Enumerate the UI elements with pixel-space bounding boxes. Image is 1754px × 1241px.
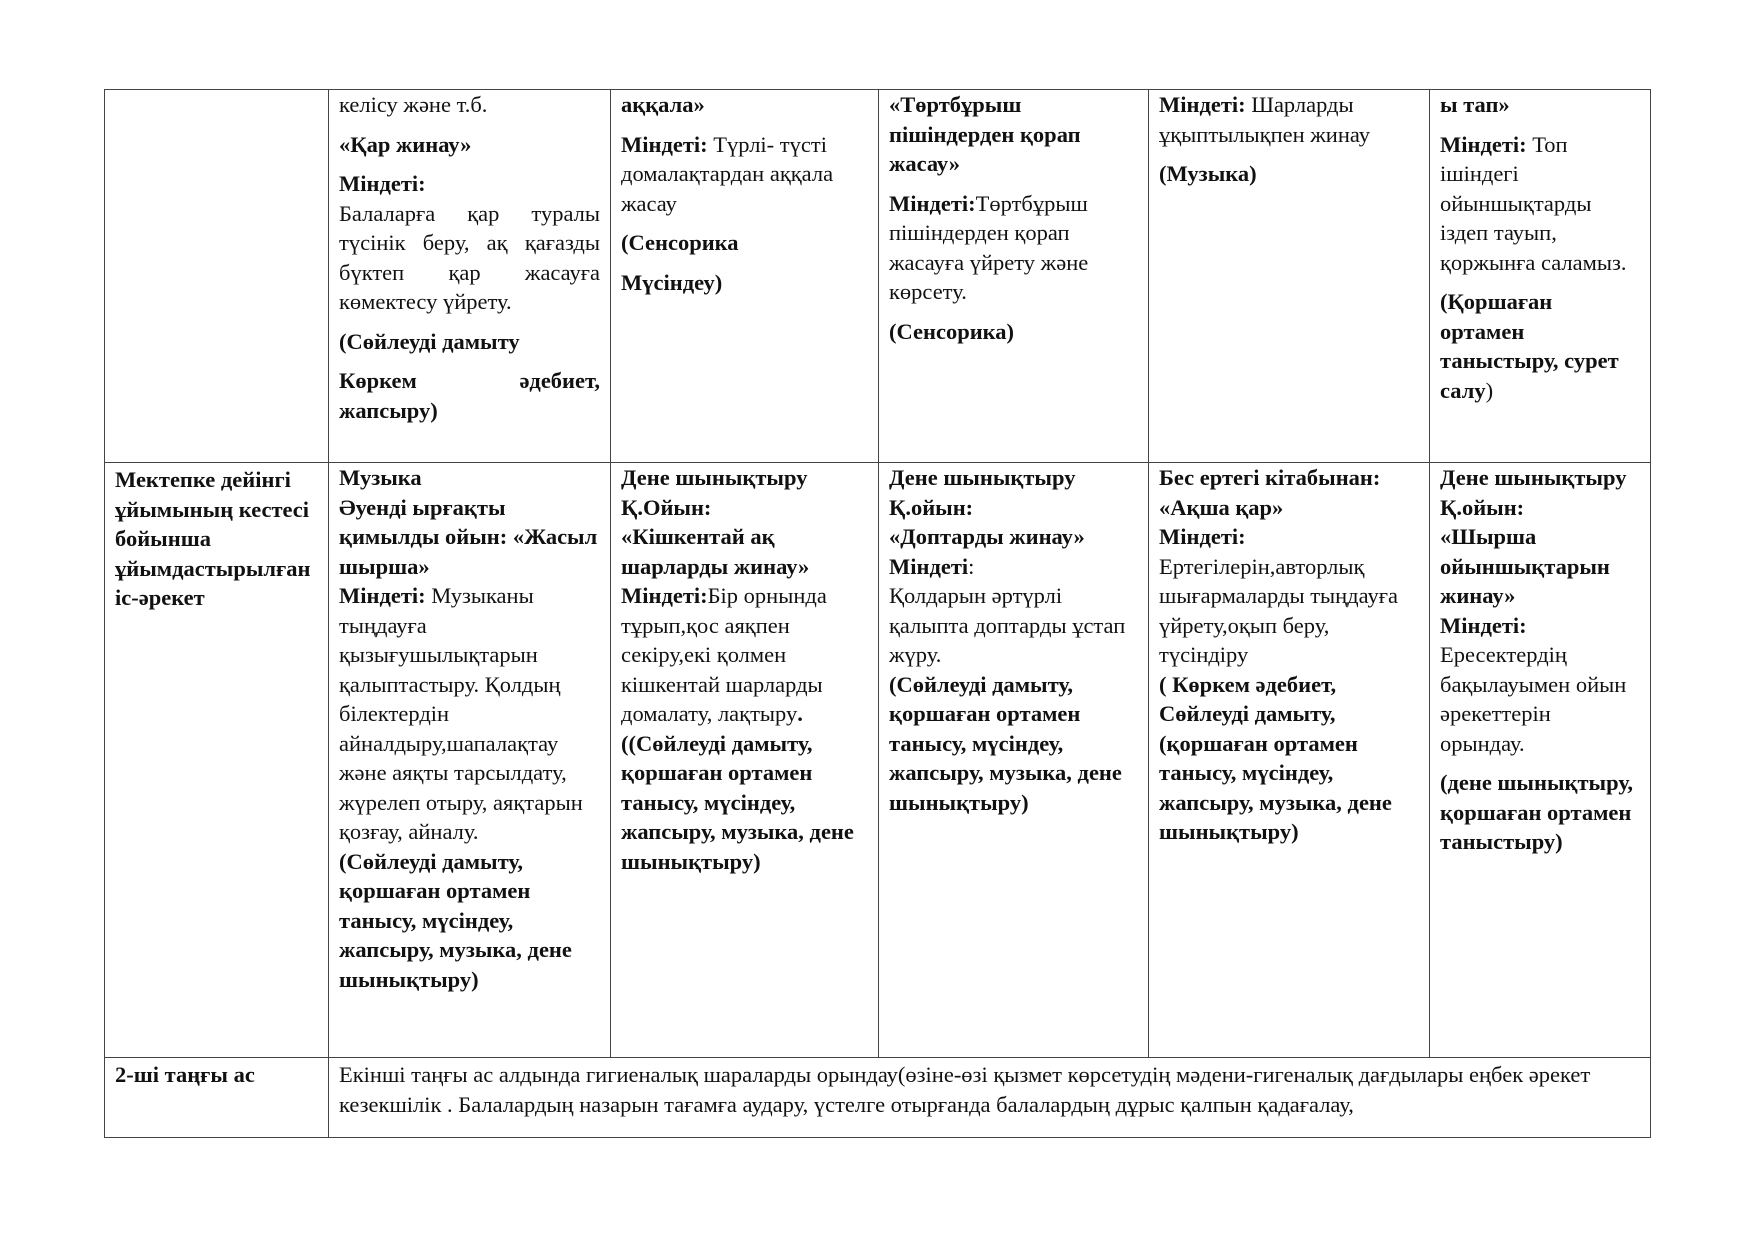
activity-cell [1149, 90, 1430, 463]
cell-text: (Сөйлеуді дамыту, қоршаған ортамен танысу, мүсіндеу, жапсыру, музыка, дене шынықтыру) [339, 848, 572, 992]
cell-text: Бес ертегі кітабынан: [1159, 465, 1381, 490]
activity-cell [611, 90, 879, 463]
cell-text: «Шырша ойыншықтарын жинау» [1440, 524, 1610, 608]
cell-text: ы тап» [1440, 92, 1510, 117]
row-label-second-breakfast [105, 1058, 329, 1138]
cell-text: Дене шынықтыру [621, 465, 808, 490]
cell-text: (Сөйлеуді дамыту [339, 328, 520, 354]
cell-text: Қолдарын әртүрлі қалыпта доптарды ұстап жүру. [889, 583, 1126, 667]
cell-text: (Сөйлеуді дамыту, қоршаған ортамен танысу, мүсіндеу, жапсыру, музыка, дене шынықтыру) [889, 671, 1122, 815]
cell-text: Міндеті: [339, 583, 426, 608]
cell-text: Міндеті: [889, 190, 976, 216]
cell-text: ( Көркем әдебиет, Сөйлеуді дамыту, (қоршаған ортамен танысу, мүсіндеу, жапсыру, музыка, дене шынықтыру) [1159, 671, 1392, 844]
schedule-table-body [105, 90, 1651, 1138]
cell-text: Мүсіндеу) [621, 269, 723, 295]
cell-paragraph [339, 366, 600, 425]
activity-cell [879, 90, 1149, 463]
cell-text: «Доптарды жинау» [889, 524, 1085, 549]
cell-text: Қ.ойын: [1440, 494, 1525, 520]
cell-text: Міндеті [889, 553, 969, 579]
cell-text: Музыка [339, 465, 422, 490]
activity-cell [879, 463, 1149, 1058]
cell-text: Міндеті: [1159, 92, 1246, 117]
cell-text: аққала» [621, 92, 705, 117]
cell-text: (Сенсорика [621, 230, 739, 255]
cell-paragraph [339, 169, 600, 317]
cell-paragraph [339, 130, 600, 160]
cell-text: Міндеті: [621, 583, 708, 608]
cell-paragraph [889, 189, 1138, 307]
cell-text: «Ақша қар» [1159, 494, 1284, 520]
cell-paragraph [621, 463, 868, 876]
cell-paragraph [889, 90, 1138, 179]
cell-text: ((Сөйлеуді дамыту, қоршаған ортамен танысу, мүсіндеу, жапсыру, музыка, дене шынықтыру) [621, 730, 854, 874]
activity-cell [329, 90, 611, 463]
cell-text: Түрлі- түсті домалақтардан аққала жасау [621, 131, 834, 216]
row-label-cell [105, 90, 329, 463]
table-row [105, 463, 1651, 1058]
cell-text: Қ.Ойын: [621, 494, 712, 520]
cell-text: «Кішкентай ақ шарларды жинау» [621, 524, 810, 579]
cell-text: Міндеті: [1159, 524, 1246, 549]
cell-text: Көркем әдебиет, жапсыру) [339, 368, 600, 423]
activity-cell [611, 463, 879, 1058]
cell-text: Міндеті: [621, 131, 708, 157]
cell-paragraph [1159, 463, 1419, 847]
cell-paragraph [1440, 287, 1640, 405]
second-breakfast-line-2: еңбек әрекет кезекшілік . Балалардың назарын тағамға аудару, үстелге отырғанда балалардың дұрыс қалпын қадағалау, [339, 1062, 1591, 1117]
cell-paragraph [1440, 463, 1640, 758]
cell-paragraph [889, 463, 1138, 817]
activity-cell [1149, 463, 1430, 1058]
row-label-cell [105, 463, 329, 1058]
second-breakfast-description [329, 1058, 1651, 1138]
cell-paragraph [339, 90, 600, 120]
cell-text: Ересектердің бақылауымен ойын әрекеттерін орындау. [1440, 642, 1627, 756]
cell-text: Ертегілерін,авторлық шығармаларды тыңдауға үйрету,оқып беру, түсіндіру [1159, 553, 1398, 667]
cell-paragraph [339, 327, 600, 357]
cell-text: Бір орнында тұрып,қос аяқпен секіру,екі қолмен кішкентай шарларды домалату, лақтыру [621, 583, 827, 726]
cell-text: Балаларға қар туралы түсінік беру, ақ қағазды бүктеп қар жасауға көмектесу үйрету. [339, 200, 600, 314]
cell-paragraph [621, 268, 868, 298]
cell-paragraph [1440, 130, 1640, 278]
cell-text: (Сенсорика) [889, 318, 1015, 344]
cell-text: : [968, 553, 975, 579]
cell-text: «Төртбұрыш пішіндерден қорап жасау» [889, 92, 1081, 176]
cell-paragraph [1159, 90, 1419, 149]
cell-text: Төртбұрыш пішіндерден қорап жасауға үйрету және көрсету. [889, 190, 1089, 304]
cell-text: Міндеті: [339, 171, 426, 196]
cell-paragraph [1440, 90, 1640, 120]
row-label: Мектепке дейінгі ұйымының кестесі бойынша ұйымдастырылған іс-әрекет [115, 467, 311, 610]
cell-text: . [797, 701, 803, 726]
cell-paragraph [621, 90, 868, 120]
cell-text: ) [1485, 377, 1494, 403]
cell-text: Дене шынықтыру [1440, 465, 1627, 490]
cell-paragraph [339, 463, 600, 994]
cell-text: Міндеті: [1440, 612, 1527, 638]
activity-cell [1430, 90, 1651, 463]
cell-text: (Қоршаған ортамен таныстыру, сурет салу [1440, 289, 1619, 403]
table-row-second-breakfast [105, 1058, 1651, 1138]
second-breakfast-line-1: Екінші таңғы ас алдында гигиеналық шараларды орындау(өзіне-өзі қызмет көрсетудің мәдени-гигеналық дағдылары [339, 1062, 1464, 1087]
cell-text: Әуенді ырғақты қимылды ойын: «Жасыл шырша» [339, 494, 598, 579]
cell-text: Топ ішіндегі ойыншықтарды іздеп тауып, қоржынға саламыз. [1440, 131, 1627, 275]
cell-text: Шарларды ұқыптылықпен жинау [1159, 92, 1370, 147]
second-breakfast-label: 2-ші таңғы ас [115, 1062, 255, 1087]
schedule-table [104, 89, 1651, 1138]
cell-text: Қ.ойын: [889, 494, 974, 520]
cell-text: (дене шынықтыру, қоршаған ортамен таныстыру) [1440, 770, 1633, 854]
cell-text: келісу және т.б. [339, 92, 488, 117]
cell-paragraph [889, 317, 1138, 347]
cell-text: (Музыка) [1159, 161, 1257, 186]
cell-text: «Қар жинау» [339, 131, 472, 157]
table-row [105, 90, 1651, 463]
cell-text: Дене шынықтыру [889, 465, 1076, 490]
activity-cell [329, 463, 611, 1058]
cell-paragraph [621, 130, 868, 219]
cell-paragraph [1440, 768, 1640, 857]
activity-cell [1430, 463, 1651, 1058]
cell-paragraph [621, 228, 868, 258]
cell-text: Міндеті: [1440, 131, 1527, 157]
cell-text: Музыканы тыңдауға қызығушылықтарын қалыптастыру. Қолдың білектердін айналдыру,шапалақтау және аяқты тарсылдату, жүрелеп отыру, аяқтарын қозғау, айналу. [339, 583, 583, 844]
cell-paragraph [1159, 159, 1419, 189]
